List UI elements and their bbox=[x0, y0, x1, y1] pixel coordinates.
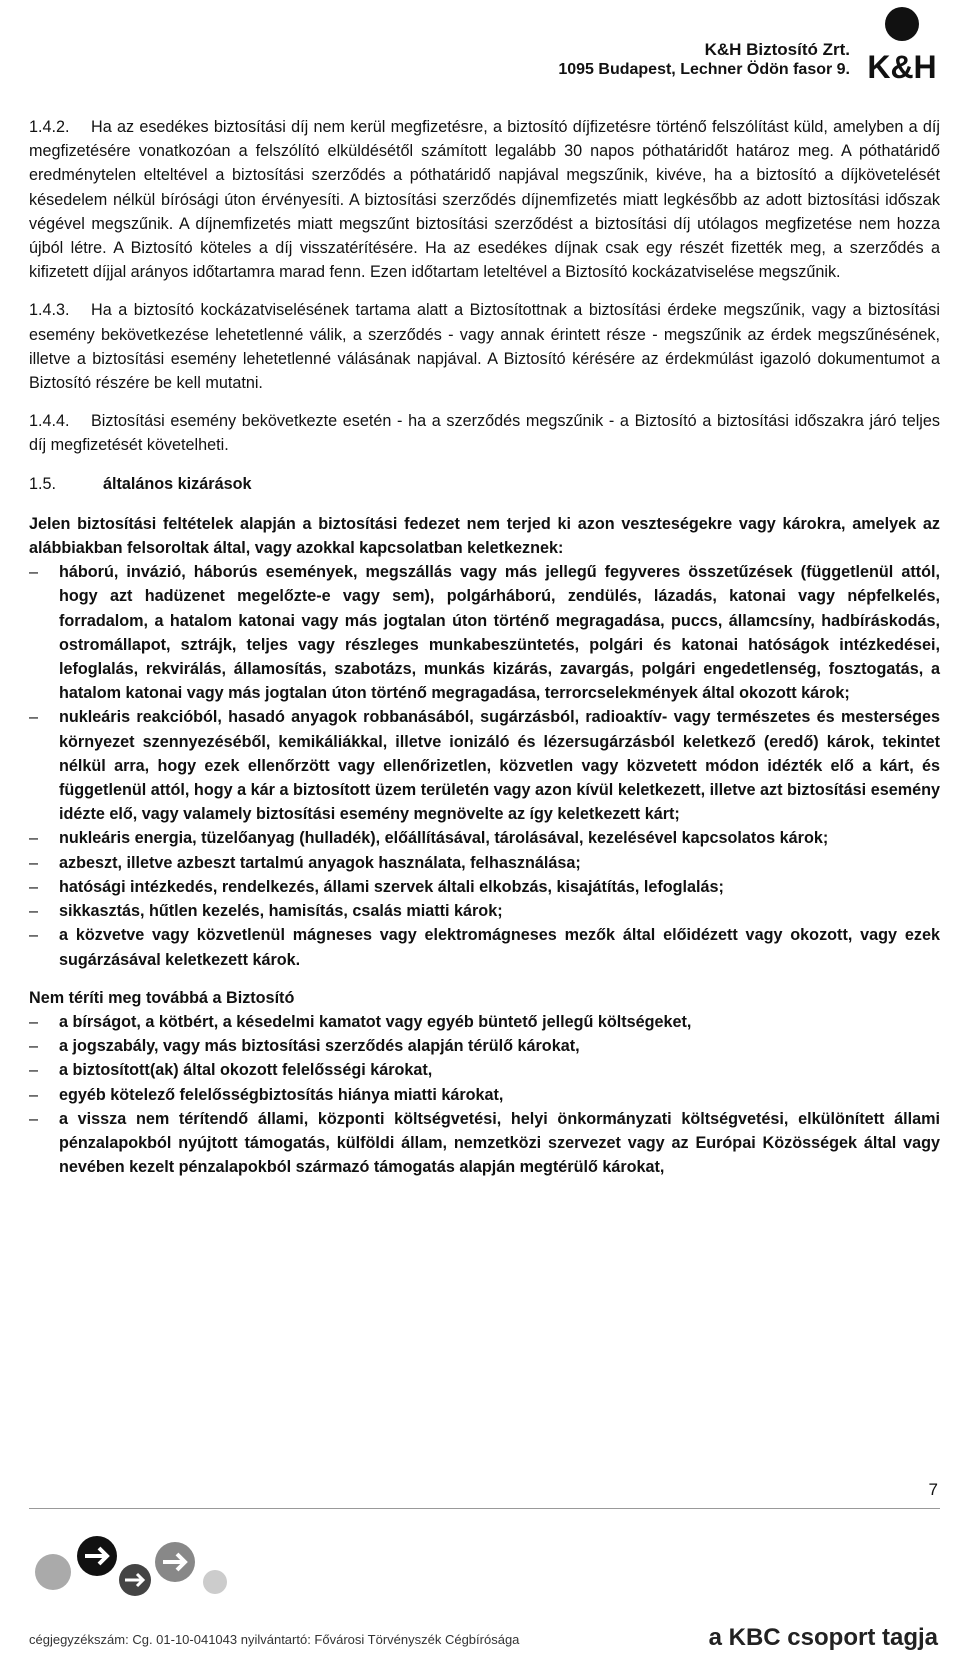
page-number: 7 bbox=[928, 1480, 938, 1499]
paragraph-1-4-2 bbox=[29, 115, 940, 284]
list-item bbox=[29, 851, 940, 875]
list-item bbox=[29, 1107, 940, 1180]
dash-bullet: – bbox=[29, 1037, 39, 1056]
list-item-text: a vissza nem térítendő állami, központi költségvetési, helyi önkormányzati költségvetési, elkülönített állami pénzalapokból nyújtott támogatás, külföldi állam, nemzetközi szervezet vagy az Európai Közösségek által vagy nevében kezelt pénzalapokból származó támogatás alapján megtérülő károkat, bbox=[59, 1109, 940, 1177]
list-item bbox=[29, 1058, 940, 1082]
company-name: K&H Biztosító Zrt. bbox=[704, 40, 850, 59]
exclusions-list bbox=[29, 560, 940, 971]
section-title: általános kizárások bbox=[103, 474, 252, 493]
paragraph-number: 1.4.3. bbox=[29, 301, 70, 320]
dash-bullet: – bbox=[29, 877, 39, 896]
list-item bbox=[29, 875, 940, 899]
list-item-text: nukleáris reakcióból, hasadó anyagok robbanásából, sugárzásból, radioaktív- vagy természetes és mesterséges környezet szennyezéséből, kemikáliákkal, illetve ionizáló és lézersugárzásból keletkező (eredő) károk, tekintet nélkül arra, hogy ezek ellenőrzött vagy ellenőrizetlen, közvetlen vagy közvetett módon idézték elő a kárt, és függetlenül attól, hogy a kár a biztosított üzem területén vagy azon kívül keletkezett, illetve azt biztosítási esemény idézte elő, vagy valamely biztosítási esemény megnövelte az így keletkezett kárt; bbox=[59, 708, 940, 824]
list-item bbox=[29, 899, 940, 923]
dash-bullet: – bbox=[29, 1109, 39, 1128]
paragraph-text: Ha az esedékes biztosítási díj nem kerül megfizetésre, a biztosító díjfizetésre történő felszólítást küld, amelyben a díj megfizetésére vonatkozóan a felszólító elküldésétől számított legalább 30 napos póthatáridőt határoz meg. A póthatáridő eredménytelen elteltével a biztosítási szerződés a póthatáridő napjával megszűnik, kivéve, ha a biztosító a díjkövetelését késedelem nélkül bírósági úton érvényesíti. A biztosítási szerződés díjnemfizetés miatt legkésőbb az adott biztosítási időszak végével megszűnik. A díjnemfizetés miatt megszűnt biztosítási szerződést a biztosítási díj utólagos megfizetése nem hozza újból létre. A Biztosító köteles a díj visszatérítésére. Ha az esedékes díjnak csak egy részét fizették meg, a szerződés a kifizetett díjjal arányos időtartamra marad fenn. Ezen időtartam leteltével a Biztosító kockázatviselése megszűnik. bbox=[29, 118, 940, 282]
list-item bbox=[29, 1083, 940, 1107]
list-item-text: háború, invázió, háborús események, megszállás vagy más jellegű fegyveres összetűzések (függetlenül attól, hogy azt hadüzenet megelőzte-e vagy sem), polgárháború, zendülés, lázadás, katonai vagy népfelkelés, forradalom, a hatalom katonai vagy más jogtalan úton történő megragadása, puccs, államcsíny, hadbíráskodás, ostromállapot, sztrájk, teljes vagy részleges munkabeszüntetés, polgári és katonai hatóságok intézkedései, lefoglalás, rekvirálás, államosítás, szabotázs, munkás kizárás, zavargás, polgári engedetlenség, fosztogatás, a hatalom katonai vagy más jogtalan úton történő megragadása, terrorcselekmények által okozott károk; bbox=[59, 563, 940, 703]
not-covered-title: Nem téríti meg továbbá a Biztosító bbox=[29, 988, 295, 1007]
paragraph-number: 1.4.2. bbox=[29, 118, 70, 136]
document-body bbox=[29, 115, 940, 1193]
list-item-text: hatósági intézkedés, rendelkezés, állami szervek általi elkobzás, kisajátítás, lefoglalás; bbox=[59, 877, 724, 896]
list-item-text: a jogszabály, vagy más biztosítási szerződés alapján térülő károkat, bbox=[59, 1037, 580, 1056]
list-item-text: nukleáris energia, tüzelőanyag (hulladék), előállításával, tárolásával, kezelésével kapcsolatos károk; bbox=[59, 829, 829, 848]
kbc-group-tagline: a KBC csoport tagja bbox=[708, 1624, 938, 1651]
list-item-text: a bírságot, a kötbért, a késedelmi kamatot vagy egyéb büntető jellegű költségeket, bbox=[59, 1012, 692, 1031]
not-covered-list bbox=[29, 1010, 940, 1179]
paragraph-1-4-4 bbox=[29, 409, 940, 457]
svg-text:K&H: K&H bbox=[867, 49, 937, 82]
list-item-text: azbeszt, illetve azbeszt tartalmú anyagok használata, felhasználása; bbox=[59, 853, 581, 872]
kh-logo-icon bbox=[854, 6, 950, 82]
arrow-circles-icon bbox=[29, 1532, 229, 1602]
list-item bbox=[29, 1010, 940, 1034]
list-item bbox=[29, 923, 940, 971]
dash-bullet: – bbox=[29, 829, 39, 848]
dash-bullet: – bbox=[29, 1085, 39, 1104]
company-registry: cégjegyzékszám: Cg. 01-10-041043 nyilvántartó: Fővárosi Törvényszék Cégbírósága bbox=[29, 1632, 520, 1647]
paragraph-text: Ha a biztosító kockázatviselésének tartama alatt a Biztosítottnak a biztosítási érdeke megszűnik, vagy a biztosítási esemény bekövetkezése lehetetlenné válik, a szerződés - vagy annak érintett része - megszűnik az érdek megszűnésének, illetve a biztosítási esemény lehetetlenné válásának napjával. A Biztosító kérésére az érdekmúlást igazoló dokumentumot a Biztosító részére be kell mutatni. bbox=[29, 301, 940, 393]
dash-bullet: – bbox=[29, 853, 39, 872]
dash-bullet: – bbox=[29, 1061, 39, 1080]
page-header bbox=[0, 0, 960, 90]
paragraph-text: Biztosítási esemény bekövetkezte esetén - ha a szerződés megszűnik - a Biztosító a biztosítási időszakra járó teljes díj megfizetését követelheti. bbox=[29, 412, 940, 455]
list-item bbox=[29, 705, 940, 826]
section-heading bbox=[29, 472, 940, 496]
list-item-text: a biztosított(ak) által okozott felelősségi károkat, bbox=[59, 1061, 433, 1080]
exclusions-intro: Jelen biztosítási feltételek alapján a biztosítási fedezet nem terjed ki azon veszteségekre vagy károkra, amelyek az alábbiakban felsoroltak által, vagy azokkal kapcsolatban keletkeznek: bbox=[29, 514, 940, 558]
dash-bullet: – bbox=[29, 708, 39, 727]
paragraph-1-4-3 bbox=[29, 298, 940, 395]
section-number: 1.5. bbox=[29, 474, 57, 493]
dash-bullet: – bbox=[29, 902, 39, 921]
dash-bullet: – bbox=[29, 926, 39, 945]
company-info bbox=[558, 40, 850, 80]
list-item-text: a közvetve vagy közvetlenül mágneses vagy elektromágneses mezők által előidézett vagy okozott, vagy ezek sugárzásával keletkezett károk. bbox=[59, 926, 940, 969]
list-item bbox=[29, 1034, 940, 1058]
footer-divider bbox=[29, 1508, 940, 1509]
dash-bullet: – bbox=[29, 1012, 39, 1031]
dash-bullet: – bbox=[29, 563, 39, 582]
paragraph-number: 1.4.4. bbox=[29, 412, 70, 431]
list-item bbox=[29, 826, 940, 850]
list-item bbox=[29, 560, 940, 705]
list-item-text: egyéb kötelező felelősségbiztosítás hiánya miatti károkat, bbox=[59, 1085, 504, 1104]
company-address: 1095 Budapest, Lechner Ödön fasor 9. bbox=[558, 61, 850, 78]
list-item-text: sikkasztás, hűtlen kezelés, hamisítás, csalás miatti károk; bbox=[59, 902, 503, 921]
